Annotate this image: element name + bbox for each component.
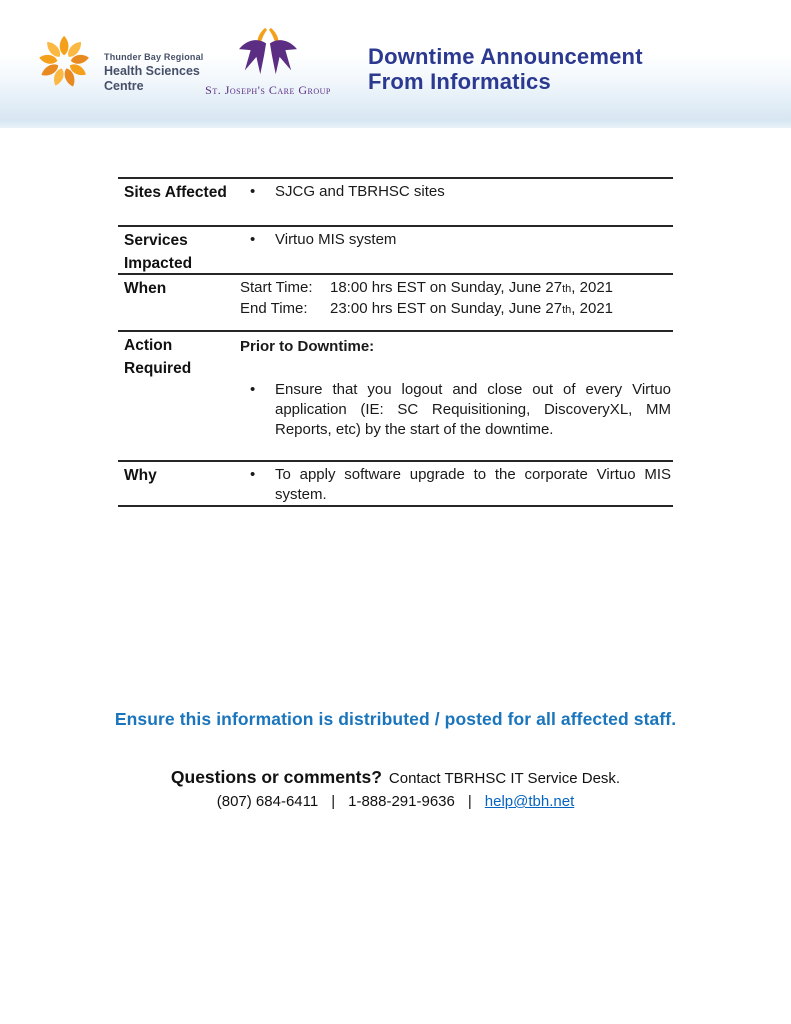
table-row-why (118, 460, 673, 507)
table-row-action-required (118, 330, 673, 460)
bullet-text: Ensure that you logout and close out of every Virtuo application (IE: SC Requisitioning, DiscoveryXL, MM Reports, etc) by the start of the downtime. (275, 381, 671, 438)
page-title (368, 44, 643, 94)
contact-line (0, 793, 791, 810)
end-time-value (330, 299, 613, 320)
bullet-icon: • (250, 466, 256, 483)
row-label: When (124, 280, 167, 297)
bullet-icon: • (250, 381, 256, 398)
row-label: Services Impacted (124, 232, 193, 272)
start-time-line (240, 278, 671, 299)
questions-contact-text: Contact TBRHSC IT Service Desk. (388, 770, 621, 787)
questions-label: Questions or comments? (170, 767, 382, 787)
list-item (240, 182, 671, 202)
distribution-notice: Ensure this information is distributed / posted for all affected staff. (114, 709, 677, 729)
row-label: Why (124, 467, 157, 484)
sjcg-logo (198, 26, 338, 98)
questions-line (0, 767, 791, 788)
start-time-year: , 2021 (571, 279, 614, 296)
start-time-label: Start Time: (240, 279, 313, 296)
info-table (118, 177, 673, 507)
start-time-ordinal: th (562, 283, 572, 295)
phone-tollfree: 1-888-291-9636 (348, 793, 455, 810)
row-label: Action Required (124, 337, 192, 377)
end-time-year: , 2021 (571, 300, 614, 317)
list-item (240, 380, 671, 440)
end-time-ordinal: th (562, 304, 572, 316)
row-content (240, 179, 673, 225)
end-time-line (240, 299, 671, 320)
table-row-when (118, 273, 673, 330)
list-item (240, 465, 671, 505)
table-row-services-impacted (118, 225, 673, 273)
row-content (240, 462, 673, 505)
prior-to-downtime-heading: Prior to Downtime: (240, 338, 375, 355)
sjcg-logo-caption: St. Joseph's Care Group (205, 83, 331, 97)
end-time-date: 23:00 hrs EST on Sunday, June 27 (330, 300, 563, 317)
separator: | (467, 793, 472, 810)
row-content (240, 227, 673, 273)
page-title-line1: Downtime Announcement (368, 44, 643, 69)
start-time-value (330, 278, 613, 299)
bullet-icon: • (250, 183, 256, 200)
row-content (240, 275, 673, 330)
separator: | (331, 793, 336, 810)
table-row-sites-affected (118, 177, 673, 225)
row-label: Sites Affected (124, 184, 227, 201)
list-item (240, 230, 671, 250)
row-content (240, 332, 673, 460)
bullet-icon: • (250, 231, 256, 248)
end-time-label: End Time: (240, 300, 308, 317)
flame-figures-icon (232, 26, 304, 82)
tbrhsc-logo-text (104, 52, 204, 94)
bullet-text: SJCG and TBRHSC sites (275, 183, 445, 200)
email-link[interactable]: help@tbh.net (484, 793, 575, 810)
page-title-line2: From Informatics (368, 69, 551, 94)
tbrhsc-logo-line2: Health Sciences (104, 64, 200, 78)
bullet-text: To apply software upgrade to the corporate Virtuo MIS system. (275, 466, 671, 503)
tbrhsc-logo (36, 24, 204, 98)
tbrhsc-logo-line3: Centre (104, 79, 144, 93)
header-band (0, 0, 791, 128)
start-time-date: 18:00 hrs EST on Sunday, June 27 (330, 279, 563, 296)
tbrhsc-logo-line1: Thunder Bay Regional (104, 52, 204, 62)
leaf-sunburst-icon (36, 24, 98, 98)
bullet-text: Virtuo MIS system (275, 231, 397, 248)
phone-local: (807) 684-6411 (216, 793, 319, 810)
